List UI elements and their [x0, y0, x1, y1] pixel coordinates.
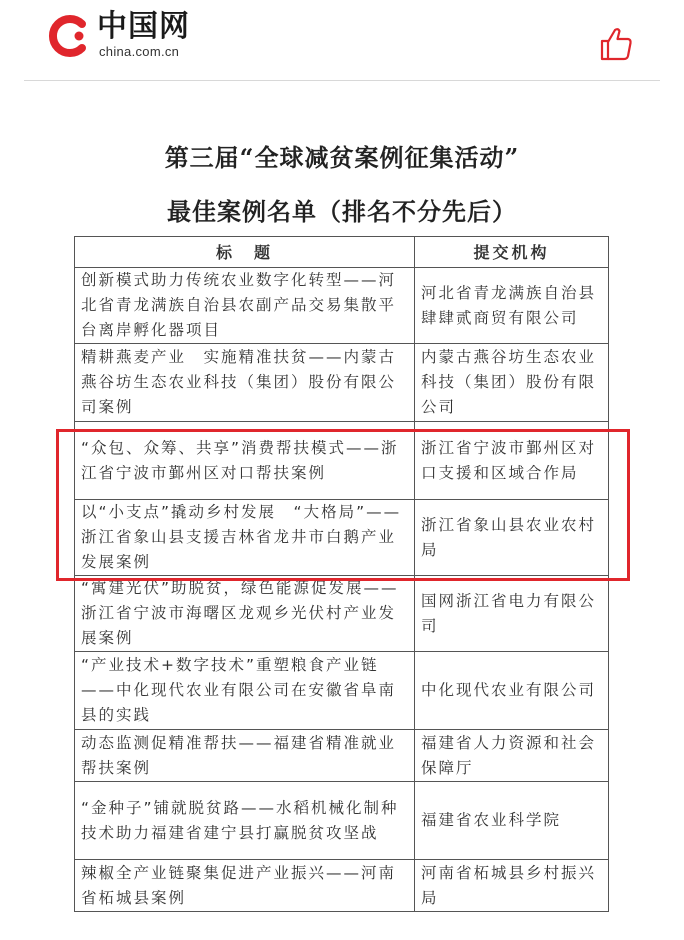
case-table	[74, 236, 609, 912]
table-row	[75, 500, 609, 576]
table-row	[75, 782, 609, 860]
case-title: “寓建光伏”助脱贫，绿色能源促发展——浙江省宁波市海曙区龙观乡光伏村产业发展案例	[75, 576, 415, 652]
case-title: “产业技术+数字技术”重塑粮食产业链——中化现代农业有限公司在安徽省阜南县的实践	[75, 652, 415, 730]
table-row	[75, 576, 609, 652]
case-org: 福建省人力资源和社会保障厅	[415, 730, 609, 782]
thumbs-up-icon[interactable]	[598, 26, 634, 62]
column-header-title: 标 题	[75, 237, 415, 268]
case-org: 河北省青龙满族自治县肆肆贰商贸有限公司	[415, 268, 609, 344]
case-org: 浙江省象山县农业农村局	[415, 500, 609, 576]
case-org: 浙江省宁波市鄞州区对口支援和区域合作局	[415, 422, 609, 500]
table-row	[75, 344, 609, 422]
case-org: 内蒙古燕谷坊生态农业科技（集团）股份有限公司	[415, 344, 609, 422]
logo-text[interactable]: 中国网	[97, 9, 190, 44]
logo-domain[interactable]: china.com.cn	[99, 44, 180, 59]
china-net-logo-icon[interactable]	[46, 14, 90, 58]
column-header-org: 提交机构	[415, 237, 609, 268]
case-title: 精耕燕麦产业 实施精准扶贫——内蒙古燕谷坊生态农业科技（集团）股份有限公司案例	[75, 344, 415, 422]
case-org: 河南省柘城县乡村振兴局	[415, 860, 609, 912]
case-org: 国网浙江省电力有限公司	[415, 576, 609, 652]
table-row	[75, 422, 609, 500]
table-row	[75, 860, 609, 912]
case-title: 辣椒全产业链聚集促进产业振兴——河南省柘城县案例	[75, 860, 415, 912]
table-row	[75, 730, 609, 782]
header-divider	[24, 80, 660, 81]
document-title: 第三届“全球减贫案例征集活动”	[164, 143, 520, 172]
case-org: 福建省农业科学院	[415, 782, 609, 860]
table-row	[75, 652, 609, 730]
site-header	[0, 0, 684, 82]
case-title: “众包、众筹、共享”消费帮扶模式——浙江省宁波市鄞州区对口帮扶案例	[75, 422, 415, 500]
case-title: 以“小支点”撬动乡村发展 “大格局”——浙江省象山县支援吉林省龙井市白鹅产业发展案例	[75, 500, 415, 576]
table-row	[75, 268, 609, 344]
case-title: “金种子”铺就脱贫路——水稻机械化制种技术助力福建省建宁县打赢脱贫攻坚战	[75, 782, 415, 860]
document-subtitle: 最佳案例名单（排名不分先后）	[167, 197, 517, 226]
case-title: 动态监测促精准帮扶——福建省精准就业帮扶案例	[75, 730, 415, 782]
case-title: 创新模式助力传统农业数字化转型——河北省青龙满族自治县农副产品交易集散平台离岸孵化器项目	[75, 268, 415, 344]
table-header-row	[75, 237, 609, 268]
case-org: 中化现代农业有限公司	[415, 652, 609, 730]
